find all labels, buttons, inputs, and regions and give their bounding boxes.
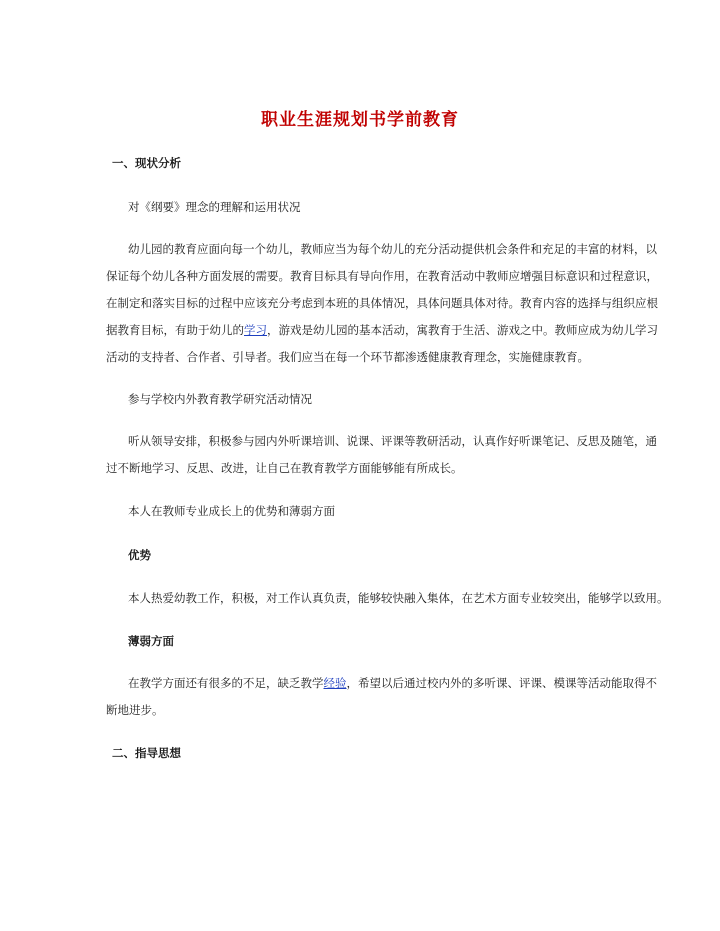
section-heading-2: 二、指导思想 [112, 746, 181, 760]
paragraph-1-line-4-end: ，游戏是幼儿园的基本活动，寓教育于生活、游戏之中。教师应成为幼儿学习 [267, 323, 658, 337]
paragraph-3-line-1-end: ，希望以后通过校内外的多听课、评课、模课等活动能取得不 [346, 676, 657, 690]
paragraph-1-line-4-start: 据教育目标，有助于幼儿的 [106, 323, 244, 337]
strengths-paragraph: 本人热爱幼教工作，积极，对工作认真负责，能够较快融入集体，在艺术方面专业较突出，能够学以致用。 [128, 591, 669, 605]
paragraph-3-line-1 [128, 676, 657, 690]
subheading-research-activities: 参与学校内外教育教学研究活动情况 [128, 392, 312, 406]
paragraph-1-line-2: 保证每个幼儿各种方面发展的需要。教育目标具有导向作用，在教育活动中教师应增强目标意识和过程意识， [106, 269, 658, 283]
paragraph-3-line-1-start: 在教学方面还有很多的不足，缺乏教学 [128, 676, 324, 690]
paragraph-1-line-1: 幼儿园的教育应面向每一个幼儿，教师应当为每个幼儿的充分活动提供机会条件和充足的丰富的材料，以 [128, 242, 657, 256]
paragraph-2-line-2: 过不断地学习、反思、改进，让自己在教育教学方面能够能有所成长。 [106, 461, 463, 475]
subheading-strengths-weaknesses: 本人在教师专业成长上的优势和薄弱方面 [128, 504, 335, 518]
weaknesses-heading: 薄弱方面 [128, 634, 174, 648]
section-heading-1: 一、现状分析 [112, 156, 181, 170]
page-title: 职业生涯规划书学前教育 [261, 110, 459, 130]
paragraph-1-line-4 [106, 323, 658, 337]
experience-link[interactable]: 经验 [323, 676, 347, 690]
paragraph-1-line-5: 活动的支持者、合作者、引导者。我们应当在每一个环节都渗透健康教育理念，实施健康教育。 [106, 350, 589, 364]
study-link[interactable]: 学习 [244, 323, 267, 337]
paragraph-3-line-2: 断地进步。 [106, 703, 164, 717]
subheading-outline-understanding: 对《纲要》理念的理解和运用状况 [128, 200, 301, 214]
paragraph-1-line-3: 在制定和落实目标的过程中应该充分考虑到本班的具体情况，具体问题具体对待。教育内容的选择与组织应根 [106, 296, 658, 310]
paragraph-2-line-1: 听从领导安排，积极参与园内外听课培训、说课、评课等教研活动，认真作好听课笔记、反思及随笔，通 [128, 434, 657, 448]
strengths-heading: 优势 [128, 548, 151, 562]
